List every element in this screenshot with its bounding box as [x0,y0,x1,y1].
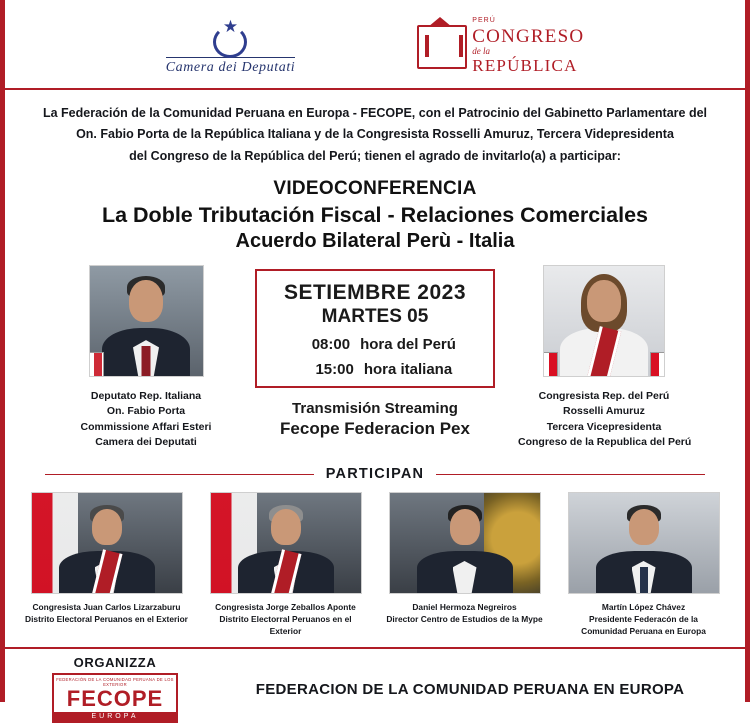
participant-3 [382,492,547,637]
speaker-right-line-1: Congresista Rep. del Perú [538,390,670,403]
event-title-line-1: La Doble Tributación Fiscal - Relaciones Comerciales [101,203,649,228]
speaker-left-caption [60,389,232,450]
italy-flag-icon [89,352,104,377]
streaming-label: Transmisión Streaming [292,400,458,418]
speaker-left [60,265,232,450]
congreso-republica-logo [415,17,584,74]
participant-4-name: Martín López Chávez [601,602,686,612]
intro-line-1: La Federación de la Comunidad Peruana en Europa - FECOPE, con el Patrocinio del Gabinetto Parlamentare del [42,106,708,120]
speakers-row [5,265,745,450]
congreso-peru-label: PERÚ [472,16,496,24]
participant-3-caption [382,602,547,626]
peru-flag-icon-left [543,352,558,377]
event-kicker: VIDEOCONFERENCIA [273,178,477,200]
participant-4-photo [568,492,720,594]
participant-2 [203,492,368,637]
speaker-left-line-2: On. Fabio Porta [106,405,186,418]
event-details [250,265,500,439]
event-day: MARTES 05 [321,306,429,328]
time-peru-hour: 08:00 [311,336,351,354]
participant-3-photo [389,492,541,594]
speaker-left-photo [89,265,204,377]
speaker-right-line-4: Congreso de la Republica del Perú [518,435,692,448]
participant-4 [561,492,726,637]
date-panel [255,269,495,388]
participant-2-photo [210,492,362,594]
congreso-main-label: CONGRESO [472,25,585,47]
participant-3-name: Daniel Hermoza Negreiros [412,602,517,612]
event-title-block [5,178,745,253]
time-italy-label: hora italiana [363,361,453,379]
footer-title: FEDERACION DE LA COMUNIDAD PERUANA EN EUROPA [255,680,685,698]
streaming-channel: Fecope Federacion Pex [280,419,470,439]
speaker-right-photo [543,265,665,377]
congreso-republica-label: REPÚBLICA [472,55,578,75]
time-peru [263,336,487,353]
wreath-icon [213,26,247,58]
divider-right [436,474,705,475]
streaming-info [280,400,470,439]
speaker-left-line-4: Camera dei Deputati [95,435,197,448]
participant-1-caption [24,602,189,626]
intro-line-3: del Congreso de la República del Perú; tienen el agrado de invitarlo(a) a participar: [129,148,621,163]
speaker-right-line-2: Rosselli Amuruz [563,405,645,418]
face-shape [450,509,480,545]
intro-text [5,90,745,166]
peru-flag-icon [650,352,665,377]
participant-2-name: Congresista Jorge Zeballos Aponte [215,602,356,612]
speaker-right-line-3: Tercera Vicepresidenta [546,420,662,433]
speaker-left-line-1: Deputato Rep. Italiana [90,390,202,403]
participant-1 [24,492,189,637]
face-shape [629,509,659,545]
congreso-wordmark [472,17,584,74]
participant-2-caption [203,602,368,637]
participant-3-role: Director Centro de Estudios de la Mype [386,613,543,624]
time-peru-label: hora del Perú [360,336,456,354]
fecope-top-text: FEDERACIÓN DE LA COMUNIDAD PERUANA DE LOS EXTERIOR [56,677,174,688]
face-shape [92,509,122,545]
participant-4-role-line-2: Comunidad Peruana en Europa [581,625,706,636]
fecope-wordmark: FECOPE [66,686,164,712]
speaker-right [518,265,690,450]
face-shape [271,509,301,545]
congress-facade-icon [417,25,467,69]
divider-left [45,474,314,475]
participant-4-role-line-1: Presidente Federacón de la [589,613,698,624]
speaker-right-caption [518,389,690,450]
participan-header [5,466,745,482]
poster-footer [5,649,745,723]
face-shape [587,280,621,322]
time-italy [263,361,487,378]
fecope-logo [52,673,178,723]
participants-row [5,492,745,637]
congress-building-icon [415,17,465,71]
speaker-left-line-3: Commissione Affari Esteri [80,420,212,433]
event-month-year: SETIEMBRE 2023 [283,281,467,305]
time-italy-hour: 15:00 [315,361,354,379]
camera-dei-deputati-label: Camera dei Deputati [166,57,296,76]
fecope-europa-bar: EUROPA [54,712,176,721]
intro-line-2: On. Fabio Porta de la República Italiana y de la Congresista Rosselli Amuruz, Tercera Videpresidenta [76,127,674,142]
participant-4-caption [561,602,726,637]
italy-emblem-icon [213,14,247,54]
tie-shape [640,567,648,593]
organiza-block [5,655,225,723]
face-shape [129,280,163,322]
participan-title: PARTICIPAN [325,466,425,482]
camera-dei-deputati-logo [166,14,296,76]
tie-shape [142,346,151,376]
congreso-de-label: de la [472,45,491,56]
event-title-line-2: Acuerdo Bilateral Perù - Italia [235,230,515,253]
star-icon: ★ [222,17,239,36]
participant-1-photo [31,492,183,594]
participant-1-role: Distrito Electoral Peruanos en el Exterior [25,613,188,624]
participant-2-role: Distrito Electorral Peruanos en el Exterior [219,613,352,636]
poster-header [5,0,745,86]
participant-1-name: Congresista Juan Carlos Lizarzaburu [32,602,181,612]
organiza-label: ORGANIZZA [73,655,157,671]
